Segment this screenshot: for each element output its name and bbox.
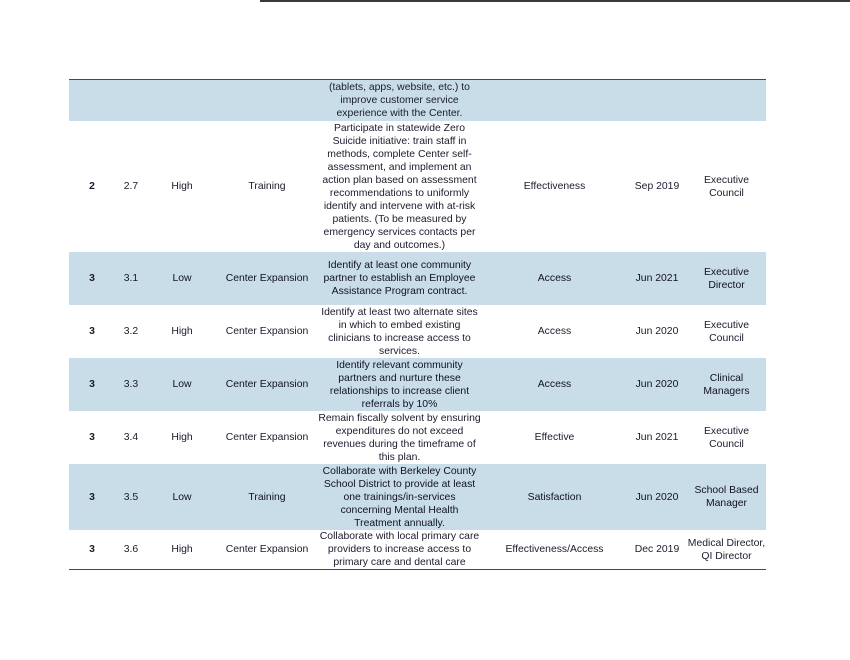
priority-cell: High bbox=[171, 544, 193, 555]
objective-cell: 3.3 bbox=[123, 379, 139, 390]
measure-cell: Effectiveness bbox=[523, 181, 586, 192]
goal-cell: 3 bbox=[89, 544, 95, 555]
priority-cell: High bbox=[171, 326, 193, 337]
goal-cell: 3 bbox=[89, 432, 95, 443]
target-date-cell: Jun 2020 bbox=[635, 379, 679, 390]
objective-cell: 2.7 bbox=[123, 181, 139, 192]
responsible-cell: Clinical Managers bbox=[703, 372, 750, 397]
measure-cell: Access bbox=[537, 379, 572, 390]
table-row bbox=[69, 530, 766, 569]
measure-cell: Effective bbox=[534, 432, 575, 443]
top-rule bbox=[260, 0, 850, 2]
target-date-cell: Jun 2021 bbox=[635, 432, 679, 443]
responsible-cell: School Based Manager bbox=[694, 485, 759, 509]
goal-cell: 3 bbox=[89, 273, 95, 284]
objective-cell: 3.5 bbox=[123, 491, 139, 503]
table-row bbox=[69, 252, 766, 305]
category-cell: Center Expansion bbox=[225, 273, 309, 284]
description-cell: Identify relevant community partners and nurture these relationships to increase client referrals by 10% bbox=[329, 359, 470, 410]
measure-cell: Access bbox=[537, 273, 572, 284]
responsible-cell: Executive Council bbox=[703, 425, 750, 450]
responsible-cell: Executive Director bbox=[703, 266, 750, 291]
description-cell: Remain fiscally solvent by ensuring expenditures do not exceed revenues during the timeframe of this plan. bbox=[318, 412, 481, 463]
target-date-cell: Jun 2020 bbox=[635, 491, 679, 503]
measure-cell: Effectiveness/Access bbox=[505, 544, 604, 555]
priority-cell: Low bbox=[172, 379, 192, 390]
responsible-cell: Executive Council bbox=[703, 174, 750, 199]
goal-cell: 3 bbox=[89, 379, 95, 390]
goal-cell: 3 bbox=[89, 491, 95, 503]
description-cell: Identify at least one community partner to establish an Employee Assistance Program contract. bbox=[323, 260, 476, 297]
measure-cell: Satisfaction bbox=[527, 491, 582, 503]
target-date-cell: Jun 2021 bbox=[635, 273, 679, 284]
category-cell: Center Expansion bbox=[225, 326, 309, 337]
category-cell: Training bbox=[248, 181, 286, 192]
table-row bbox=[69, 464, 766, 530]
measure-cell: Access bbox=[537, 326, 572, 337]
table-row bbox=[69, 305, 766, 358]
table-row bbox=[69, 358, 766, 411]
table-row bbox=[69, 80, 766, 121]
strategic-plan-table bbox=[69, 79, 766, 570]
objective-cell: 3.1 bbox=[123, 273, 139, 284]
description-cell: Identify at least two alternate sites in which to embed existing clinicians to increase access to services. bbox=[321, 306, 478, 357]
goal-cell: 2 bbox=[89, 181, 95, 192]
priority-cell: Low bbox=[172, 273, 192, 284]
category-cell: Center Expansion bbox=[225, 432, 309, 443]
responsible-cell: Medical Director, QI Director bbox=[687, 537, 766, 562]
objective-cell: 3.2 bbox=[123, 326, 139, 337]
description-cell: (tablets, apps, website, etc.) to improve customer service experience with the Center. bbox=[329, 82, 470, 119]
category-cell: Training bbox=[248, 491, 286, 503]
objective-cell: 3.6 bbox=[123, 544, 139, 555]
objective-cell: 3.4 bbox=[123, 432, 139, 443]
category-cell: Center Expansion bbox=[225, 544, 309, 555]
goal-cell: 3 bbox=[89, 326, 95, 337]
priority-cell: High bbox=[171, 181, 193, 192]
priority-cell: Low bbox=[172, 491, 192, 503]
table-row bbox=[69, 121, 766, 252]
priority-cell: High bbox=[171, 432, 193, 443]
target-date-cell: Sep 2019 bbox=[634, 181, 680, 192]
description-cell: Collaborate with Berkeley County School District to provide at least one trainings/in-services concerning Mental Health Treatment annually. bbox=[322, 465, 477, 529]
description-cell: Collaborate with local primary care providers to increase access to primary care and dental care bbox=[319, 531, 480, 568]
responsible-cell: Executive Council bbox=[703, 319, 750, 344]
description-cell: Participate in statewide Zero Suicide initiative: train staff in methods, complete Center self-assessment, and implement an action plan based on assessment recommendations to uniformly identify and intervene with at-risk patients. (To be measured by emergency services contacts per day and outcomes.) bbox=[322, 122, 477, 251]
target-date-cell: Dec 2019 bbox=[634, 544, 680, 555]
category-cell: Center Expansion bbox=[225, 379, 309, 390]
target-date-cell: Jun 2020 bbox=[635, 326, 679, 337]
table-row bbox=[69, 411, 766, 464]
